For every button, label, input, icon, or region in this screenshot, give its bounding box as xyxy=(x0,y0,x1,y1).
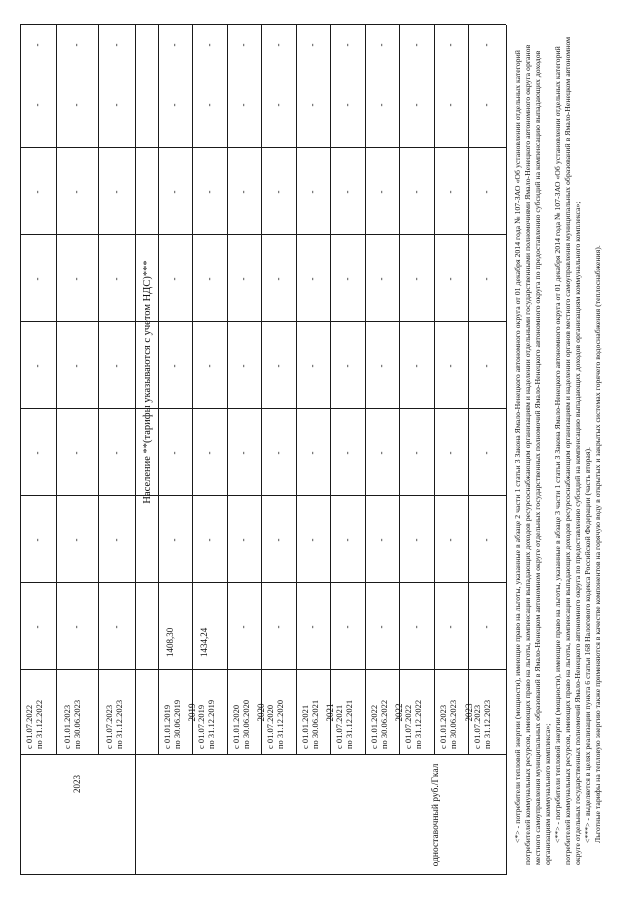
pop-period: с 01.07.2021 по 31.12.2021 xyxy=(334,699,355,749)
row-line xyxy=(261,25,262,755)
dash-cell: - xyxy=(376,103,386,107)
dash-cell: - xyxy=(32,190,42,194)
dash-cell: - xyxy=(169,451,179,455)
dash-cell: - xyxy=(445,277,455,281)
dash-cell: - xyxy=(32,43,42,47)
dash-cell: - xyxy=(376,277,386,281)
dash-cell: - xyxy=(481,625,491,629)
top-period-2: с 01.01.2023 по 30.06.2023 xyxy=(62,699,83,749)
dash-cell: - xyxy=(203,451,214,455)
dash-cell: - xyxy=(169,103,179,107)
pop-period: с 01.01.2023 по 30.06.2023 xyxy=(438,699,459,749)
dash-cell: - xyxy=(307,43,317,47)
dash-cell: - xyxy=(169,364,179,368)
dash-cell: - xyxy=(32,625,42,629)
dash-cell: - xyxy=(32,103,42,107)
footnote-4: Льготные тарифы на тепловую энергию также применяются в качестве компонентов на горячую воду в открытых и закрытых системах горячего водоснабжения (теплоснабжения). xyxy=(593,245,602,843)
dash-cell: - xyxy=(272,364,283,368)
dash-cell: - xyxy=(169,538,179,542)
top-period-3: с 01.07.2023 по 31.12.2023 xyxy=(104,699,125,749)
dash-cell: - xyxy=(71,43,81,47)
dash-cell: - xyxy=(71,625,81,629)
dash-cell: - xyxy=(169,190,179,194)
row-line xyxy=(468,25,469,755)
dash-cell: - xyxy=(445,451,455,455)
dash-cell: - xyxy=(110,538,121,542)
row-line xyxy=(56,25,57,755)
dash-cell: - xyxy=(71,277,81,281)
dash-cell: - xyxy=(238,103,248,107)
dash-cell: - xyxy=(307,538,317,542)
dash-cell: - xyxy=(110,190,121,194)
year-2021: 2021 xyxy=(324,703,335,722)
dash-cell: - xyxy=(341,451,352,455)
dash-cell: - xyxy=(376,43,386,47)
dash-cell: - xyxy=(307,364,317,368)
dash-cell: - xyxy=(272,190,283,194)
dash-cell: - xyxy=(32,451,42,455)
dash-cell: - xyxy=(376,364,386,368)
dash-cell: - xyxy=(110,451,121,455)
top-year-2023: 2023 xyxy=(72,775,83,793)
dash-cell: - xyxy=(376,538,386,542)
dash-cell: - xyxy=(341,190,352,194)
pop-period: с 01.07.2023 по 31.12.2023 xyxy=(472,699,493,749)
dash-cell: - xyxy=(71,190,81,194)
dash-cell: - xyxy=(203,364,214,368)
dash-cell: - xyxy=(32,277,42,281)
unit-label: одноставочный руб./Гкал xyxy=(431,763,441,867)
dash-cell: - xyxy=(341,43,352,47)
dash-cell: - xyxy=(203,277,214,281)
year-2019: 2019 xyxy=(186,703,197,722)
pop-period: с 01.01.2022 по 30.06.2022 xyxy=(369,699,390,749)
row-line xyxy=(227,25,228,755)
dash-cell: - xyxy=(71,451,81,455)
year-2023: 2023 xyxy=(464,703,475,722)
dash-cell: - xyxy=(169,277,179,281)
dash-cell: - xyxy=(110,43,121,47)
dash-cell: - xyxy=(445,43,455,47)
pop-period: с 01.07.2020 по 31.12.2020 xyxy=(265,699,286,749)
dash-cell: - xyxy=(238,43,248,47)
dash-cell: - xyxy=(376,625,386,629)
pop-period: с 01.07.2022 по 31.12.2022 xyxy=(403,699,424,749)
dash-cell: - xyxy=(110,625,121,629)
row-line xyxy=(296,25,297,755)
dash-cell: - xyxy=(32,364,42,368)
dash-cell: - xyxy=(376,451,386,455)
dash-cell: - xyxy=(341,538,352,542)
dash-cell: - xyxy=(71,538,81,542)
dash-cell: - xyxy=(272,103,283,107)
dash-cell: - xyxy=(71,364,81,368)
dash-cell: - xyxy=(445,103,455,107)
footnote-3: <***> - выделяется в целях реализации пункта 6 статьи 168 Налогового кодекса Российской Федерации (часть вторая). xyxy=(583,446,592,843)
dash-cell: - xyxy=(203,103,214,107)
dash-cell: - xyxy=(410,103,421,107)
tariff-value: 1434,24 xyxy=(199,627,209,657)
dash-cell: - xyxy=(410,625,421,629)
pop-period: с 01.07.2019 по 31.12.2019 xyxy=(196,699,217,749)
row-line xyxy=(434,25,435,755)
dash-cell: - xyxy=(410,277,421,281)
dash-cell: - xyxy=(307,190,317,194)
dash-cell: - xyxy=(110,364,121,368)
dash-cell: - xyxy=(238,277,248,281)
footnotes xyxy=(513,20,603,865)
dash-cell: - xyxy=(238,364,248,368)
dash-cell: - xyxy=(481,451,491,455)
dash-cell: - xyxy=(376,190,386,194)
dash-cell: - xyxy=(341,103,352,107)
dash-cell: - xyxy=(307,103,317,107)
dash-cell: - xyxy=(481,43,491,47)
dash-cell: - xyxy=(410,364,421,368)
dash-cell: - xyxy=(481,277,491,281)
dash-cell: - xyxy=(445,190,455,194)
dash-cell: - xyxy=(481,190,491,194)
row-line xyxy=(399,25,400,755)
dash-cell: - xyxy=(71,103,81,107)
row-line xyxy=(158,25,159,755)
dash-cell: - xyxy=(272,538,283,542)
dash-cell: - xyxy=(203,43,214,47)
dash-cell: - xyxy=(110,277,121,281)
dash-cell: - xyxy=(272,451,283,455)
row-line xyxy=(135,25,136,875)
footnote-2: <**> - потребители тепловой энергии (мощности), имеющие право на льготы, указанные в абзаце 3 части 1 статьи 3 Закона Ямало-Ненецкого автономного округа от 01 декабря 2014 года № 107-ЗАО «Об установлении отдельных категорий потребителей коммунальных ресурсов, имеющих право на льготы, компенсации выпадающих доходов ресурсоснабжающим организациям и наделении органов местного самоуправления муниципальных образований в Ямало-Ненецком автономном округе отдельных государственных полномочий Ямало-Ненецкого автономного округа по предоставлению субсидий на компенсацию выпадающих доходов организациям коммунального комплекса»; xyxy=(553,36,582,865)
dash-cell: - xyxy=(169,43,179,47)
dash-cell: - xyxy=(410,451,421,455)
dash-cell: - xyxy=(341,277,352,281)
population-header: Население **(тарифы указываются с учетом НДС)*** xyxy=(142,260,153,504)
pop-period: с 01.01.2021 по 30.06.2021 xyxy=(300,699,321,749)
dash-cell: - xyxy=(445,625,455,629)
dash-cell: - xyxy=(238,451,248,455)
dash-cell: - xyxy=(410,538,421,542)
dash-cell: - xyxy=(32,538,42,542)
table-top-border xyxy=(20,25,21,875)
footnote-1: <*> - потребители тепловой энергии (мощности), имеющие право на льготы, указанные в абзаце 2 части 1 статьи 3 Закона Ямало-Ненецкого автономного округа от 01 декабря 2014 года № 107-ЗАО «Об установлении отдельных категорий потребителей коммунальных ресурсов, имеющих право на льготы, компенсации выпадающих доходов ресурсоснабжающим организациям и наделении отдельными государственными полномочиями Ямало-Ненецкого автономного округа органов местного самоуправления муниципальных образований в Ямало-Ненецком автономном округе отдельных государственных полномочий Ямало-Ненецкого автономного округа по предоставлению субсидий на компенсацию выпадающих доходов организациям коммунального комплекса»; xyxy=(513,44,552,865)
year-2022: 2022 xyxy=(393,703,404,722)
dash-cell: - xyxy=(203,190,214,194)
dash-cell: - xyxy=(481,364,491,368)
dash-cell: - xyxy=(410,43,421,47)
tariff-value: 1408,30 xyxy=(165,627,175,657)
dash-cell: - xyxy=(272,277,283,281)
dash-cell: - xyxy=(341,625,352,629)
table-bottom-border xyxy=(506,25,507,875)
row-line xyxy=(192,25,193,755)
top-period-1: с 01.07.2022 по 31.12.2022 xyxy=(24,699,45,749)
dash-cell: - xyxy=(307,451,317,455)
row-line xyxy=(330,25,331,755)
dash-cell: - xyxy=(410,190,421,194)
pop-period: с 01.01.2020 по 30.06.2020 xyxy=(231,699,252,749)
dash-cell: - xyxy=(203,538,214,542)
dash-cell: - xyxy=(238,625,248,629)
dash-cell: - xyxy=(307,625,317,629)
dash-cell: - xyxy=(445,364,455,368)
row-line xyxy=(98,25,99,755)
dash-cell: - xyxy=(238,190,248,194)
pop-period: с 01.01.2019 по 30.06.2019 xyxy=(162,699,183,749)
row-line xyxy=(365,25,366,755)
dash-cell: - xyxy=(238,538,248,542)
dash-cell: - xyxy=(445,538,455,542)
dash-cell: - xyxy=(481,538,491,542)
dash-cell: - xyxy=(341,364,352,368)
year-2020: 2020 xyxy=(255,703,266,722)
dash-cell: - xyxy=(481,103,491,107)
dash-cell: - xyxy=(307,277,317,281)
dash-cell: - xyxy=(272,43,283,47)
dash-cell: - xyxy=(110,103,121,107)
dash-cell: - xyxy=(272,625,283,629)
